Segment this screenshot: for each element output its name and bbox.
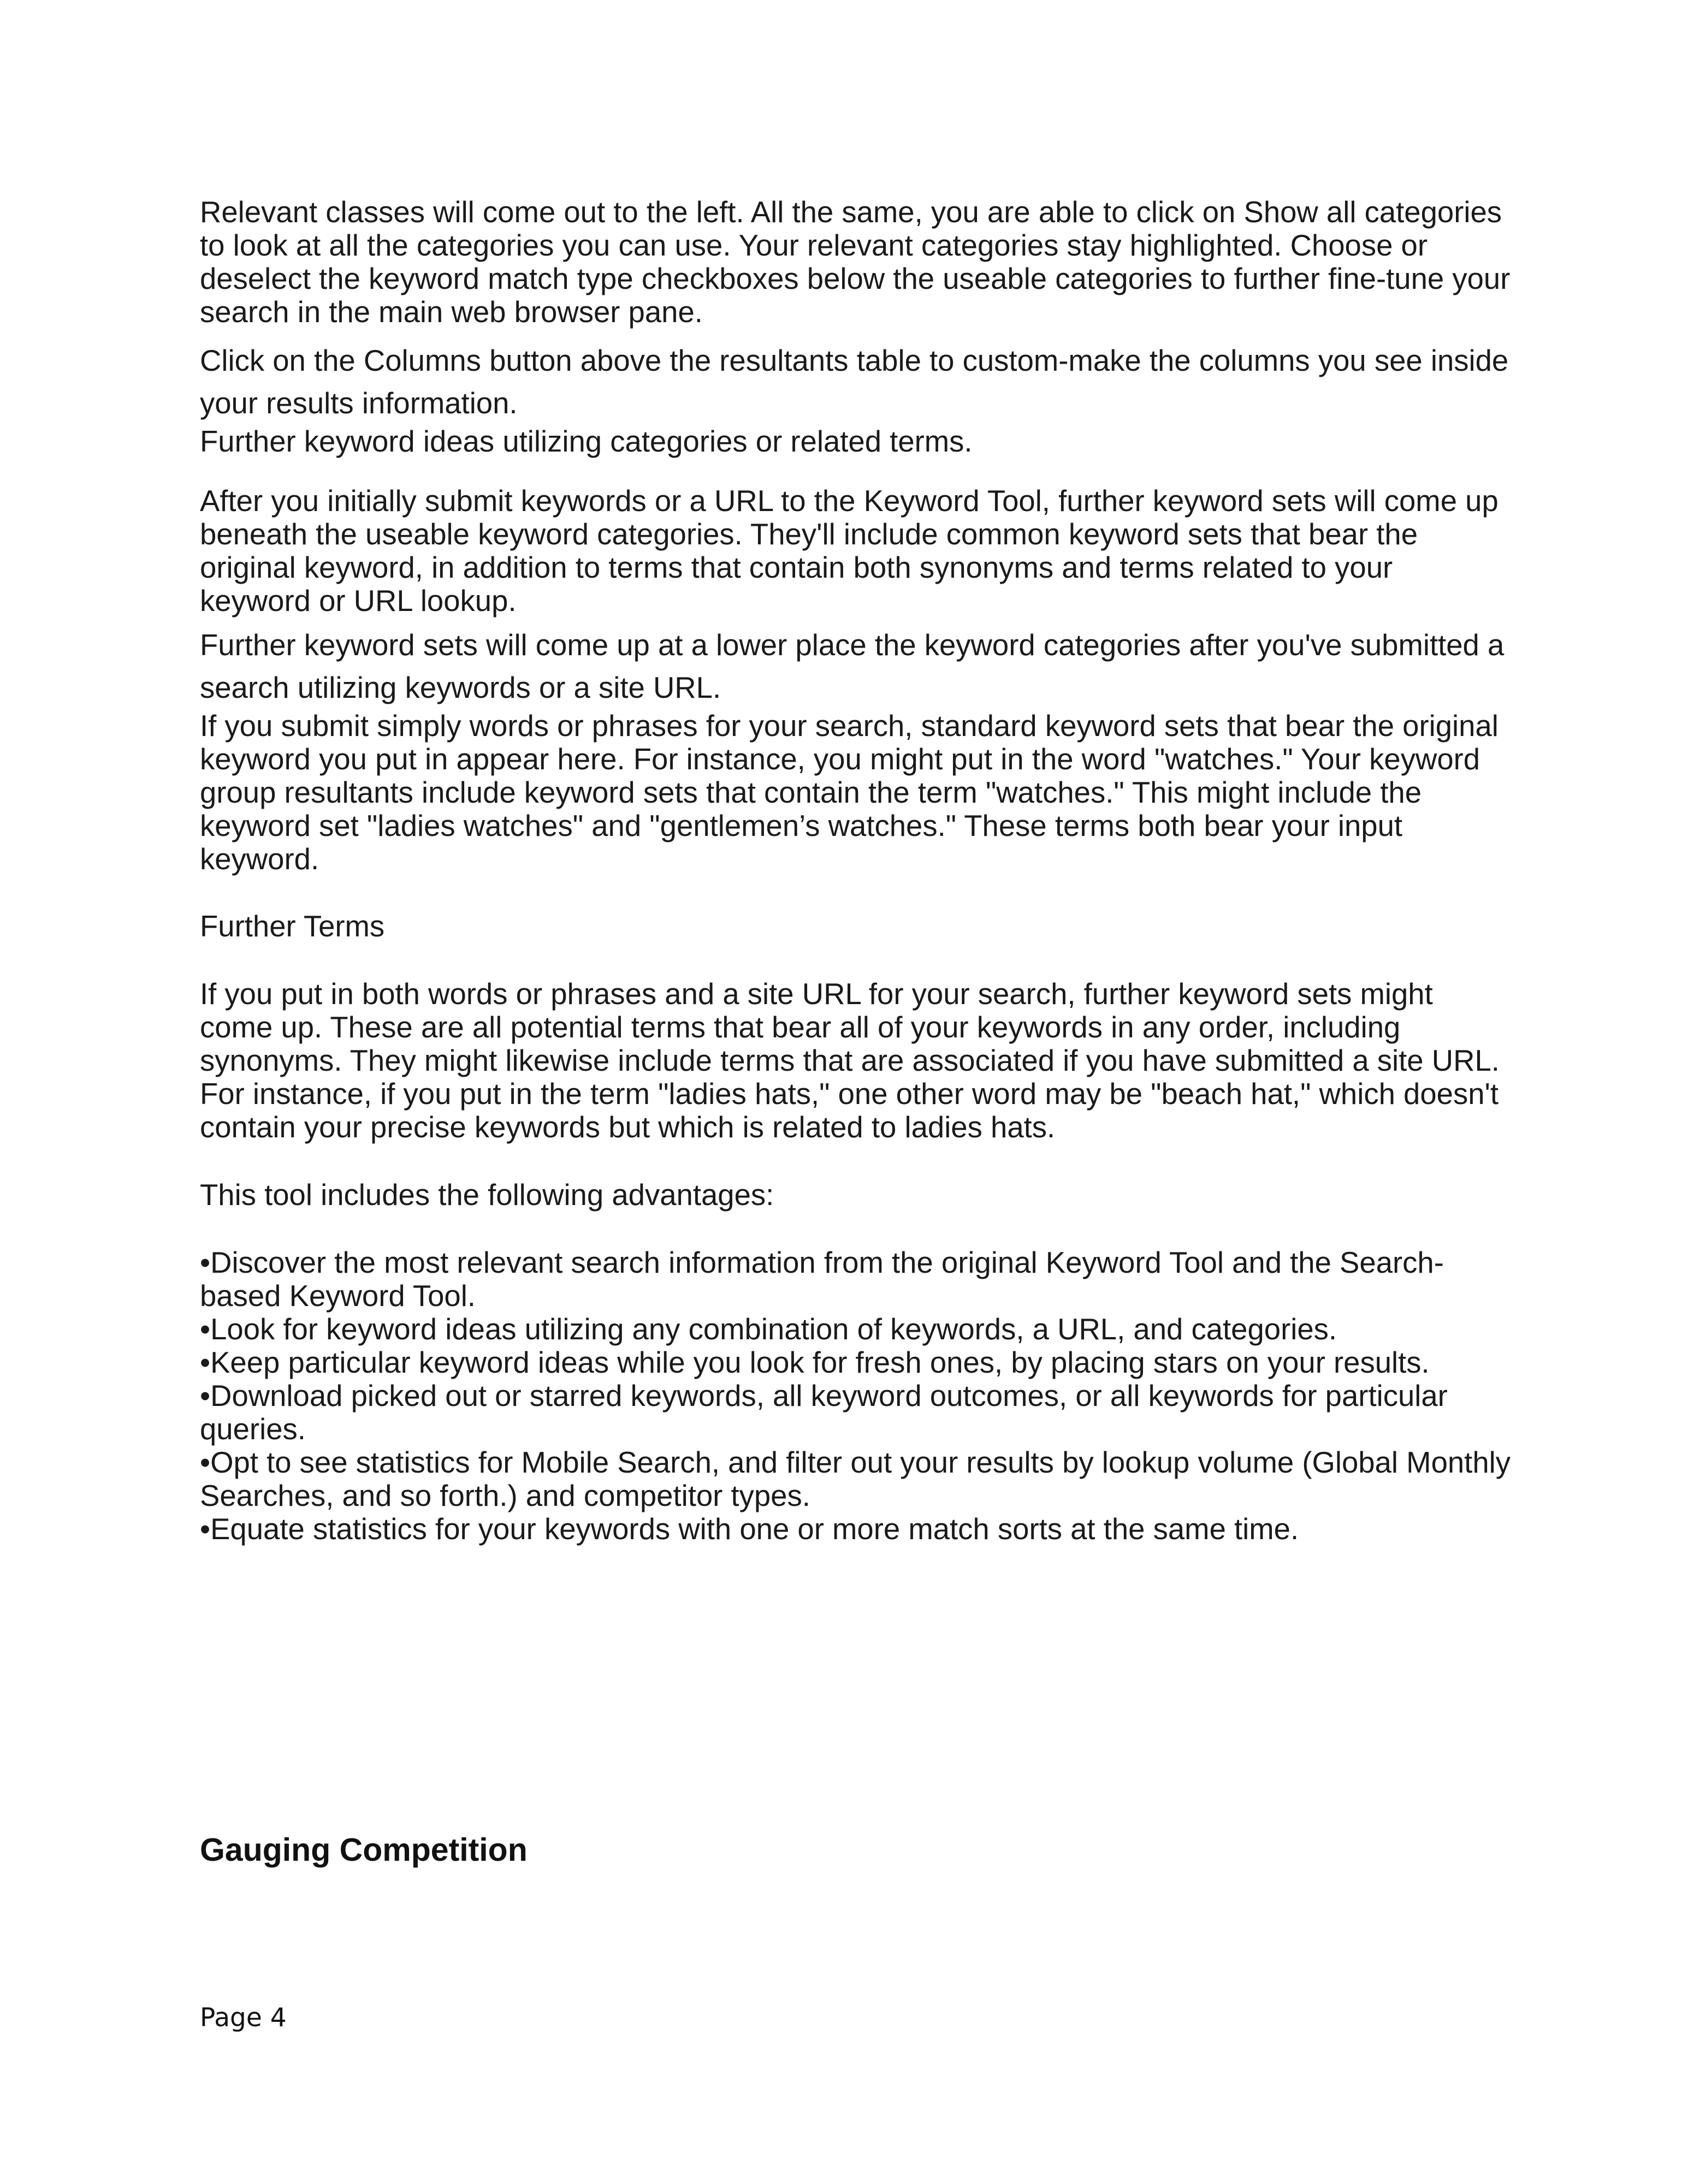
list-item: •Keep particular keyword ideas while you look for fresh ones, by placing stars on your results. <box>200 1346 1430 1379</box>
paragraph-watches-example: If you submit simply words or phrases for your search, standard keyword sets that bear the original keyword you put in appear here. For instance, you might put in the word "watches." Your keyword group resultants include keyword sets that contain the term "watches." This might include the keyword set "ladies watches" and "gentlemen’s watches." These terms both bear your input keyword. <box>200 709 1499 876</box>
paragraph-submit-keywords: After you initially submit keywords or a URL to the Keyword Tool, further keyword sets will come up beneath the useable keyword categories. They'll include common keyword sets that bear the original keyword, in addition to terms that contain both synonyms and terms related to your keyword or URL lookup. <box>200 484 1499 618</box>
subheading-further-terms: Further Terms <box>200 910 385 943</box>
paragraph-categories: Relevant classes will come out to the left. All the same, you are able to click on Show all categories to look at all the categories you can use. Your relevant categories stay highlighted. Choose or deselect the keyword match type checkboxes below the useable categories to further fine-tune your search in the main web browser pane. <box>200 195 1511 329</box>
list-item: •Equate statistics for your keywords with one or more match sorts at the same time. <box>200 1512 1299 1546</box>
body-text <box>200 195 1511 1546</box>
paragraph-site-url: If you put in both words or phrases and a site URL for your search, further keyword sets might come up. These are all potential terms that bear all of your keywords in any order, including synonyms. They might likewise include terms that are associated if you have submitted a site URL. For instance, if you put in the term "ladies hats," one other word may be "beach hat," which doesn't contain your precise keywords but which is related to ladies hats. <box>200 977 1500 1144</box>
list-item: •Download picked out or starred keywords, all keyword outcomes, or all keywords for particular queries. <box>200 1379 1448 1446</box>
paragraph-columns: Click on the Columns button above the resultants table to custom-make the columns you see inside your results information. <box>200 344 1509 420</box>
page-number: Page 4 <box>200 2003 287 2033</box>
advantages-list <box>200 1246 1511 1546</box>
list-item: •Discover the most relevant search information from the original Keyword Tool and the Search-based Keyword Tool. <box>200 1246 1444 1313</box>
paragraph-advantages-intro: This tool includes the following advantages: <box>200 1178 774 1212</box>
paragraph-further-ideas: Further keyword ideas utilizing categories or related terms. <box>200 425 973 458</box>
list-item: •Opt to see statistics for Mobile Search, and filter out your results by lookup volume (Global Monthly Searches, and so forth.) and competitor types. <box>200 1446 1511 1512</box>
paragraph-lower-place: Further keyword sets will come up at a lower place the keyword categories after you've submitted a search utilizing keywords or a site URL. <box>200 628 1505 704</box>
section-heading: Gauging Competition <box>200 1832 528 1868</box>
list-item: •Look for keyword ideas utilizing any combination of keywords, a URL, and categories. <box>200 1313 1337 1346</box>
